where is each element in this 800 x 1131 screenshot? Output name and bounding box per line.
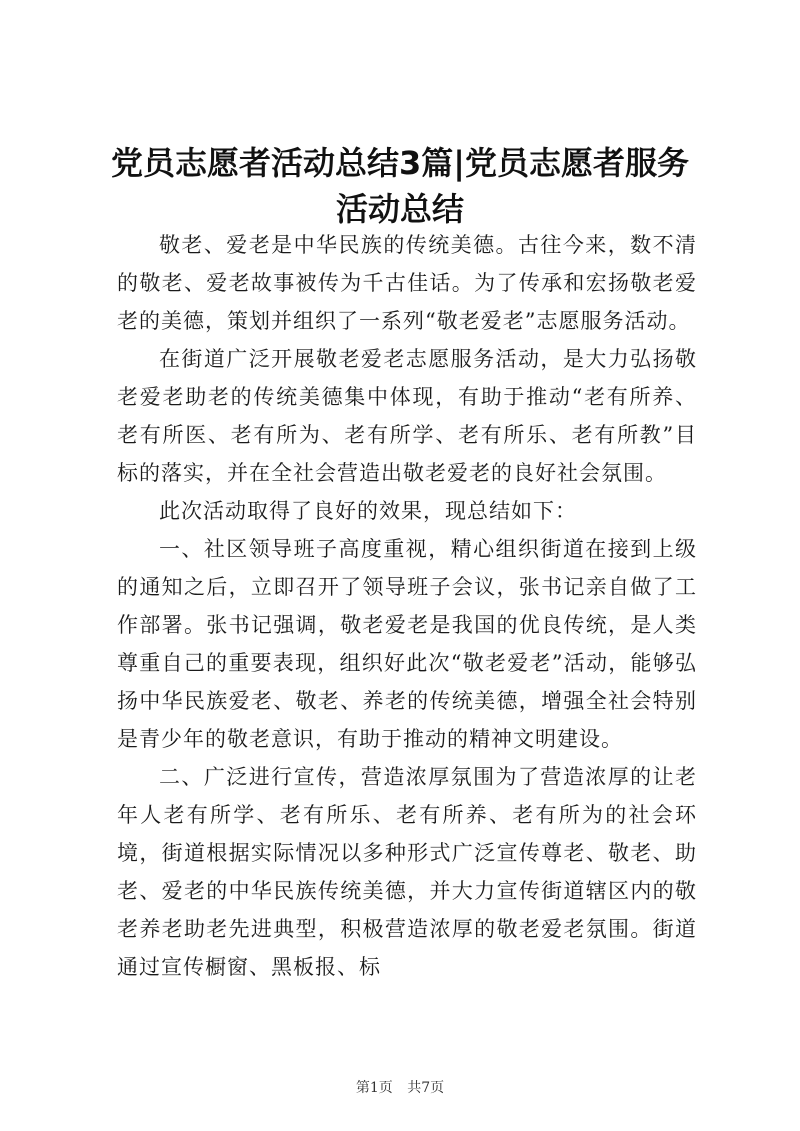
document-body — [117, 226, 697, 986]
paragraph-1: 敬老、爱老是中华民族的传统美德。古往今来，数不清的敬老、爱老故事被传为千古佳话。为了传承和宏扬敬老爱老的美德，策划并组织了一系列“敬老爱老”志愿服务活动。 — [117, 233, 697, 333]
paragraph-3: 此次活动取得了良好的效果，现总结如下： — [159, 499, 577, 523]
total-page-count: 共7页 — [407, 1080, 445, 1096]
paragraph-5: 二、广泛进行宣传，营造浓厚氛围为了营造浓厚的让老年人老有所学、老有所乐、老有所养、老有所为的社会环境，街道根据实际情况以多种形式广泛宣传尊老、敬老、助老、爱老的中华民族传统美德，并大力宣传街道辖区内的敬老养老助老先进典型，积极营造浓厚的敬老爱老氛围。街道通过宣传橱窗、黑板报、标 — [117, 765, 697, 979]
paragraph-2: 在街道广泛开展敬老爱老志愿服务活动，是大力弘扬敬老爱老助老的传统美德集中体现，有助于推动“老有所养、老有所医、老有所为、老有所学、老有所乐、老有所教”目标的落实，并在全社会营造出敬老爱老的良好社会氛围。 — [117, 347, 697, 485]
paragraph-4: 一、社区领导班子高度重视，精心组织街道在接到上级的通知之后，立即召开了领导班子会议，张书记亲自做了工作部署。张书记强调，敬老爱老是我国的优良传统，是人类尊重自己的重要表现，组织好此次“敬老爱老”活动，能够弘扬中华民族爱老、敬老、养老的传统美德，增强全社会特别是青少年的敬老意识，有助于推动的精神文明建设。 — [117, 537, 697, 751]
page-footer — [0, 1077, 800, 1097]
document-title: 党员志愿者活动总结3篇|党员志愿者服务活动总结 — [111, 144, 689, 228]
current-page-number: 第1页 — [355, 1080, 393, 1096]
